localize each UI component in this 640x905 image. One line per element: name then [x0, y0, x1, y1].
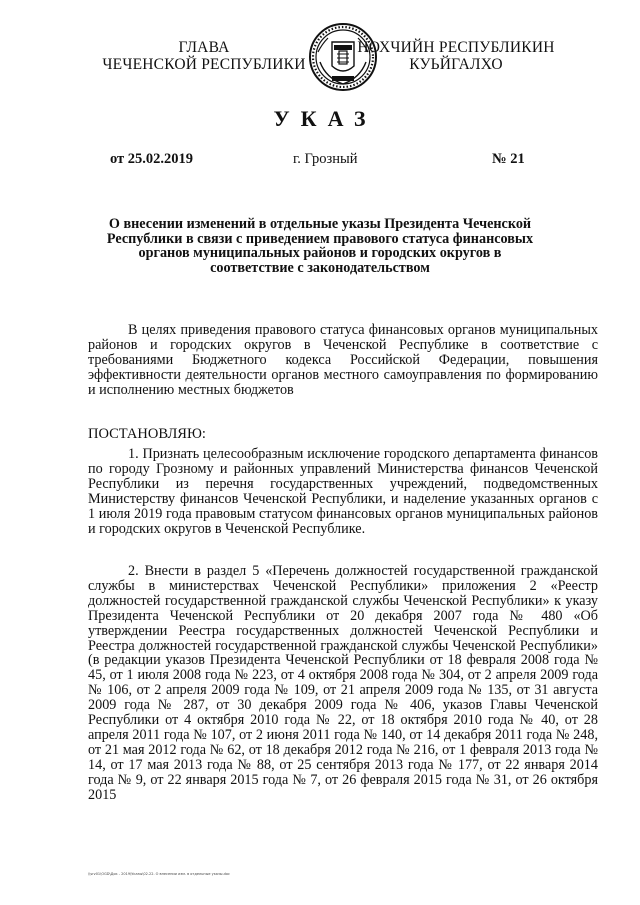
- issuer-name-chechen: [336, 39, 576, 73]
- issuer-line-1: ГЛАВА: [178, 39, 230, 56]
- decree-number: № 21: [492, 151, 525, 167]
- document-title: УКАЗ: [273, 106, 377, 131]
- clause-1: 1. Признать целесообразным исключение городского департамента финансов по городу Грозному и районных управлений Министерства финансов Чеченской Республики из перечня государственных учреждений, подведомственных Министерству финансов Чеченской Республики, и наделение указанных органов с 1 июля 2019 года правовым статусом финансовых органов муниципальных районов и городских округов в Чеченской Республике.: [88, 446, 598, 537]
- decree-date: от 25.02.2019: [110, 151, 194, 167]
- decree-city: г. Грозный: [293, 151, 358, 167]
- decree-subject: О внесении изменений в отдельные указы Президента Чеченской Республики в связи с приведением правового статуса финансовых органов муниципальных районов и городских округов в соответствие с законодательством: [106, 216, 534, 276]
- issuer-line-2: ЧЕЧЕНСКОЙ РЕСПУБЛИКИ: [102, 56, 306, 73]
- file-path-footer: \\srv01\OGD\Док - 2019\Указы\02.22. О внесении изм. в отдельные указы.doc: [88, 872, 230, 876]
- issuer-line-1-chechen: НОХЧИЙН РЕСПУБЛИКИН: [357, 39, 555, 56]
- preamble-paragraph: В целях приведения правового статуса финансовых органов муниципальных районов и городских округов в Чеченской Республике в соответствие с требованиями Бюджетного кодекса Российской Федерации, повышения эффективности деятельности органов местного самоуправления по формированию и исполнению местных бюджетов: [88, 322, 598, 398]
- issuer-line-2-chechen: КУЬЙГАЛХО: [409, 56, 503, 73]
- issuer-name-russian: [84, 39, 324, 73]
- decree-word: ПОСТАНОВЛЯЮ:: [88, 426, 206, 442]
- clause-2: 2. Внести в раздел 5 «Перечень должностей государственной гражданской службы в министерствах Чеченской Республики» приложения 2 «Реестр должностей государственной гражданской службы Чеченской Республики» к указу Президента Чеченской Республики от 20 декабря 2007 года № 480 «Об утверждении Реестра государственных должностей Чеченской Республики и Реестра должностей государственной гражданской службы Чеченской Республики» (в редакции указов Президента Чеченской Республики от 18 февраля 2008 года № 45, от 1 июля 2008 года № 223, от 4 октября 2008 года № 304, от 2 апреля 2009 года № 106, от 2 апреля 2009 года № 109, от 21 апреля 2009 года № 135, от 31 августа 2009 года № 287, от 30 декабря 2009 года № 406, указов Главы Чеченской Республики от 4 октября 2010 года № 22, от 18 октября 2010 года № 40, от 28 апреля 2011 года № 107, от 2 июня 2011 года № 140, от 14 декабря 2011 года № 248, от 21 мая 2012 года № 62, от 18 декабря 2012 года № 216, от 1 февраля 2013 года № 14, от 17 мая 2013 года № 88, от 25 сентября 2013 года № 177, от 22 января 2014 года № 9, от 22 января 2015 года № 7, от 26 февраля 2015 года № 31, от 26 октября 2015: [88, 563, 598, 803]
